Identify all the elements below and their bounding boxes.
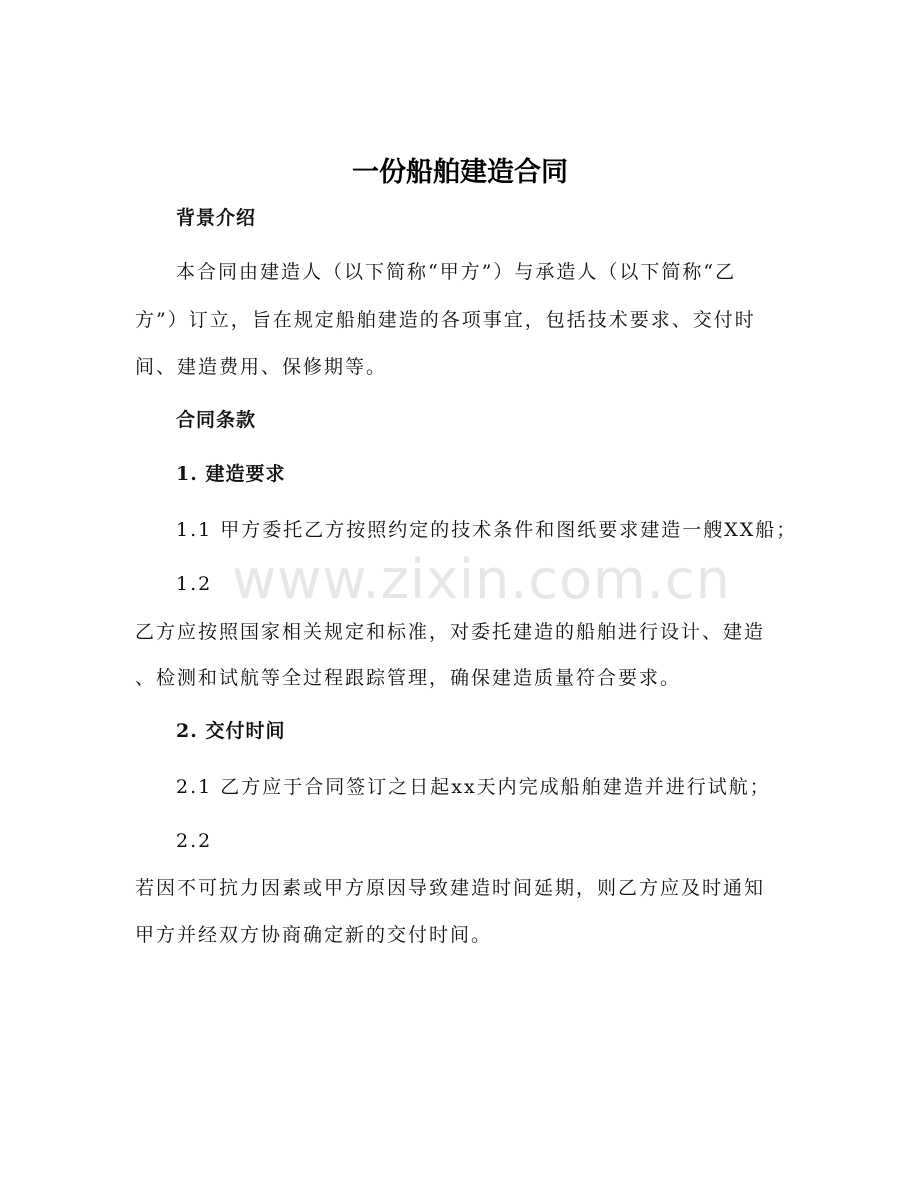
- clause-heading-1: 1. 建造要求: [176, 463, 286, 485]
- clause-2-2-line: 若因不可抗力因素或甲方原因导致建造时间延期，则乙方应及时通知: [135, 877, 766, 899]
- clause-2-2-number: 2.2: [176, 830, 213, 852]
- section-heading-background: 背景介绍: [176, 207, 257, 229]
- paragraph-line: 本合同由建造人（以下简称“甲方”）与承造人（以下简称“乙: [176, 261, 737, 283]
- watermark: www.zixin.com.cn: [232, 548, 731, 611]
- clause-1-2-line: 、检测和试航等全过程跟踪管理，确保建造质量符合要求。: [135, 667, 682, 689]
- paragraph-line: 间、建造费用、保修期等。: [135, 356, 388, 378]
- section-heading-terms: 合同条款: [176, 409, 257, 431]
- clause-1-2-line: 乙方应按照国家相关规定和标准，对委托建造的船舶进行设计、建造: [135, 621, 766, 643]
- clause-heading-2: 2. 交付时间: [176, 720, 286, 742]
- paragraph-line: 方”）订立，旨在规定船舶建造的各项事宜，包括技术要求、交付时: [135, 309, 756, 331]
- clause-1-2-number: 1.2: [176, 573, 213, 595]
- clause-1-1: 1.1 甲方委托乙方按照约定的技术条件和图纸要求建造一艘XX船；: [176, 519, 798, 541]
- clause-2-1: 2.1 乙方应于合同签订之日起xx天内完成船舶建造并进行试航；: [176, 776, 771, 798]
- clause-2-2-line: 甲方并经双方协商确定新的交付时间。: [135, 924, 493, 946]
- document-title: 一份船舶建造合同: [352, 157, 568, 188]
